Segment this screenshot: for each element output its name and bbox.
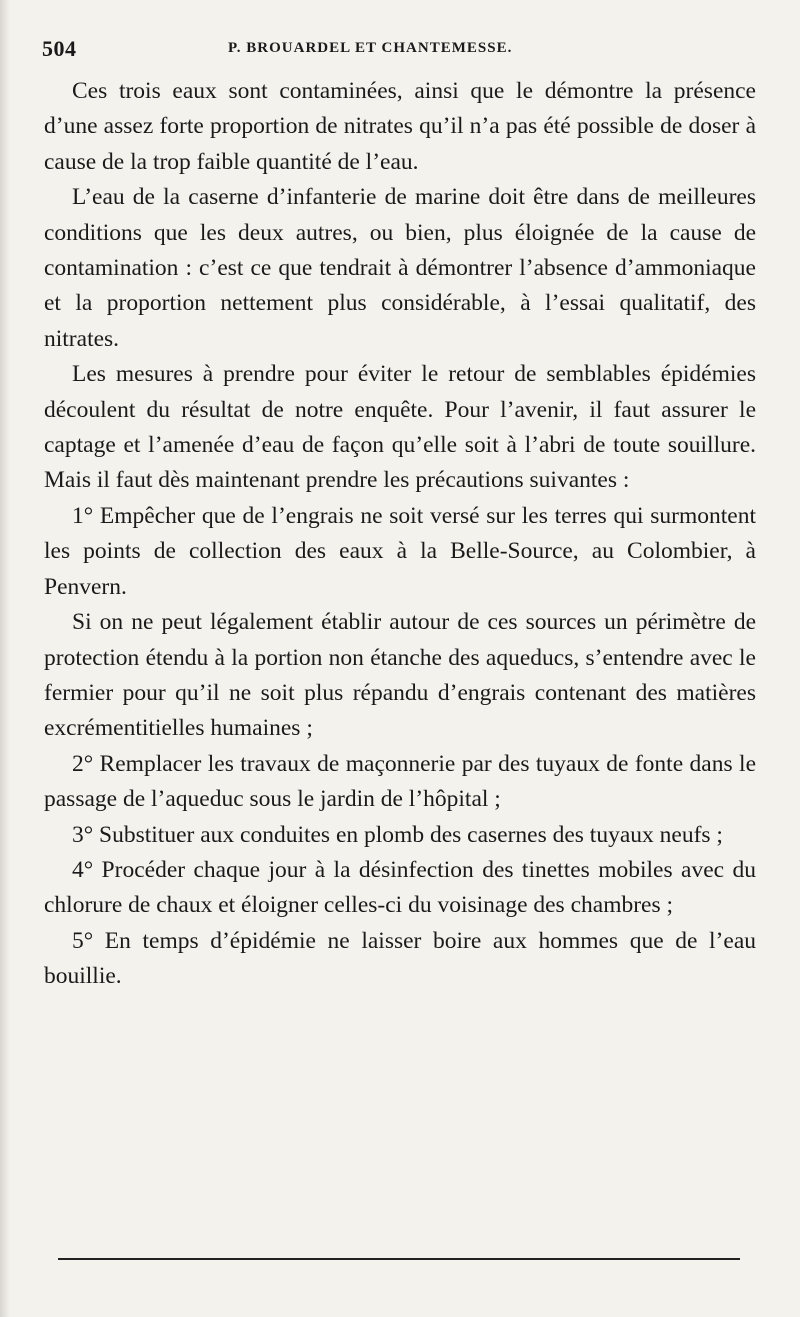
page-number: 504 <box>42 36 77 61</box>
page-edge-shadow <box>0 0 10 1317</box>
list-item-1: 1° Empêcher que de l’engrais ne soit versé sur les terres qui surmontent les points de collection des eaux à la Belle-Source, au Colombier, à Penvern. <box>44 502 756 600</box>
paragraph-measures: Les mesures à prendre pour éviter le retour de semblables épidémies découlent du résultat de notre enquête. Pour l’avenir, il faut assurer le captage et l’amenée d’eau de façon qu’elle soit à l’abri de toute souillure. Mais il faut dès maintenant prendre les précautions suivantes : <box>44 361 756 494</box>
paragraph-protection-perimeter: Si on ne peut légalement établir autour de ces sources un périmètre de protection étendu à la portion non étanche des aqueducs, s’entendre avec le fermier pour qu’il ne soit plus répandu d’engrais contenant des matières excrémentitielles humaines ; <box>44 609 756 742</box>
running-head: P. BROUARDEL ET CHANTEMESSE. <box>228 40 513 56</box>
footer-rule <box>58 1258 740 1260</box>
list-item-4: 4° Procéder chaque jour à la désinfection des tinettes mobiles avec du chlorure de chaux et éloigner celles-ci du voisinage des chambres ; <box>44 856 756 919</box>
list-item-3: 3° Substituer aux conduites en plomb des casernes des tuyaux neufs ; <box>72 821 723 848</box>
list-item-5: 5° En temps d’épidémie ne laisser boire aux hommes que de l’eau bouillie. <box>44 927 756 990</box>
paragraph-infantry-barracks: L’eau de la caserne d’infanterie de marine doit être dans de meilleures conditions que les deux autres, ou bien, plus éloignée de la cause de contamination : c’est ce que tendrait à démontrer l’absence d’ammoniaque et la proportion nettement plus considérable, à l’essai qualitatif, des nitrates. <box>44 184 756 352</box>
page-header <box>42 36 762 66</box>
paragraph-contamination: Ces trois eaux sont contaminées, ainsi que le démontre la présence d’une assez forte proportion de nitrates qu’il n’a pas été possible de doser à cause de la trop faible quantité de l’eau. <box>44 78 756 175</box>
body-text <box>44 74 756 995</box>
list-item-2: 2° Remplacer les travaux de maçonnerie par des tuyaux de fonte dans le passage de l’aqueduc sous le jardin de l’hôpital ; <box>44 750 756 813</box>
